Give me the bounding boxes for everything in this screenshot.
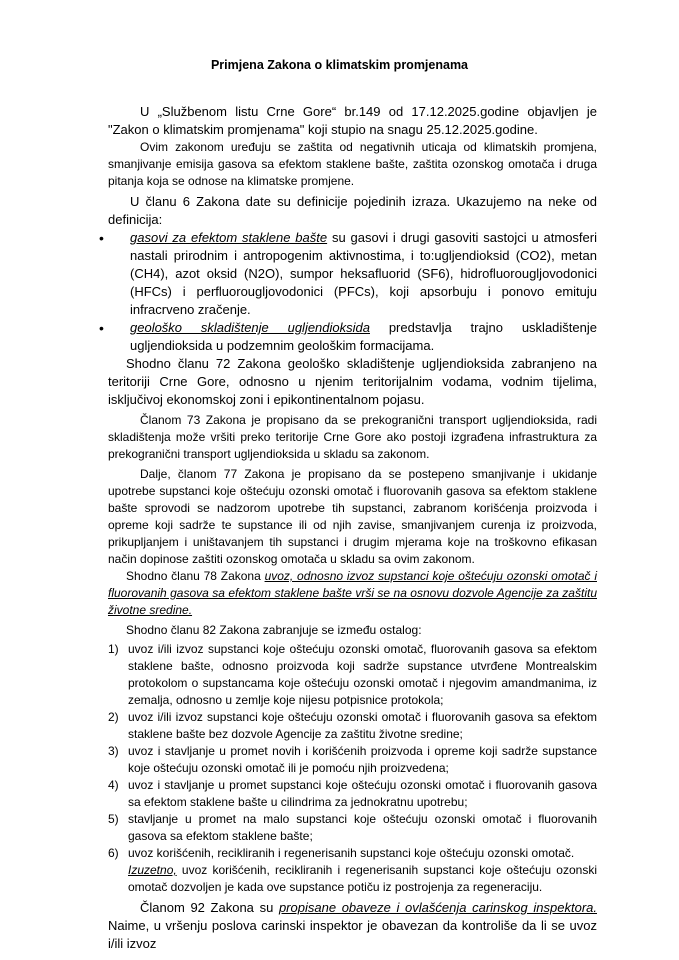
paragraph-article-92 [108,899,597,953]
item-text: stavljanje u promet na malo supstanci koje oštećuju ozonski omotač i fluorovanih gasova sa efektom staklene bašte; [128,812,597,843]
article-78-lead: Shodno članu 78 Zakona [126,569,265,583]
exception-note [108,862,597,896]
item-number: 5) [108,812,119,826]
item-text: uvoz i stavljanje u promet novih i korišćenih proizvoda i opreme koji sadrže supstance koje oštećuju ozonski omotač ili je pomoću njih proizvedena; [128,744,597,775]
definition-term: gasovi za efektom staklene bašte [130,230,328,245]
paragraph-article-78 [108,568,597,619]
prohibition-item [108,811,597,845]
exception-term: Izuzetno, [128,863,177,877]
document-title: Primjena Zakona o klimatskim promjenama [210,58,469,72]
prohibition-item [108,845,597,862]
item-text: uvoz korišćenih, recikliranih i regenerisanih supstanci koje oštećuju ozonski omotač. [128,846,575,860]
item-number: 3) [108,744,119,758]
definition-text: su gasovi i drugi gasoviti sastojci u atmosferi nastali prirodnim i antropogenim aktivnostima, i to:ugljendioksid (CO2), metan (CH4), azot oksid (N2O), sumpor heksafluorid (SF6), hidrofluorougljovodonici (HFCs) i perfluorougljovodonici (PFCs), koji apsorbuju i ponovo emituju infracrveno zračenje. [130,230,597,317]
paragraph-article-73: Članom 73 Zakona je propisano da se prekogranični transport ugljendioksida, radi skladištenja može vršiti preko teritorije Crne Gore ako postoji izgrađena infrastruktura za prekogranični transport ugljendioksida u skladu sa zakonom. [108,413,597,461]
article-92-emphasis: propisane obaveze i ovlašćenja carinskog inspektora. [278,900,597,915]
item-text: uvoz i/ili izvoz supstanci koje oštećuju ozonski omotač i fluorovanih gasova sa efektom staklene bašte bez dozvole Agencije za zaštitu životne sredine; [128,710,597,741]
bullet-marker: • [99,230,104,246]
paragraph-scope: Ovim zakonom uređuju se zaštita od negativnih uticaja od klimatskih promjena, smanjivanje emisija gasova sa efektom staklene bašte, zaštita ozonskog omotača i druga pitanja koja se odnose na klimatske promjene. [108,140,597,188]
item-number: 4) [108,778,119,792]
paragraph-definitions-intro: U članu 6 Zakona date su definicije pojedinih izraza. Ukazujemo na neke od definicija: [108,194,597,227]
item-text: uvoz i stavljanje u promet supstanci koje oštećuju ozonski omotač i fluorovanih gasova sa efektom staklene bašte u cilindrima za jednokratnu upotrebu; [128,778,597,809]
bullet-marker: • [99,320,104,336]
exception-text: uvoz korišćenih, recikliranih i regenerisanih supstanci koje oštećuju ozonski omotač dozvoljen je kada ove supstance potiču iz postrojenja za regeneraciju. [128,863,597,894]
paragraph-article-72: Shodno članu 72 Zakona geološko skladištenje ugljendioksida zabranjeno na teritoriji Crne Gore, odnosno u njenim teritorijalnim vodama, vodnim tijelima, isključivoj ekonomskoj zoni i epikontinentalnom pojasu. [108,356,597,407]
prohibition-item [108,777,597,811]
definitions-list [99,229,597,355]
prohibition-item [108,641,597,709]
paragraph-article-82: Shodno članu 82 Zakona zabranjuje se između ostalog: [126,623,422,637]
definition-text: predstavlja trajno uskladištenje ugljendioksida u podzemnim geološkim formacijama. [130,320,597,353]
document-body [99,103,597,953]
item-number: 1) [108,642,119,656]
definition-item [99,229,597,319]
prohibition-item [108,709,597,743]
definition-item [99,319,597,355]
prohibition-item [108,743,597,777]
article-92-lead: Članom 92 Zakona su [140,900,279,915]
definition-term: geološko skladištenje ugljendioksida [130,320,370,335]
prohibitions-list [108,641,597,862]
item-number: 6) [108,846,119,860]
paragraph-publication: U „Službenom listu Crne Gore“ br.149 od 17.12.2025.godine objavljen je "Zakon o klimatskim promjenama" koji stupio na snagu 25.12.2025.godine. [108,104,597,137]
paragraph-article-77: Dalje, članom 77 Zakona je propisano da se postepeno smanjivanje i ukidanje upotrebe supstanci koje oštećuju ozonski omotač i fluorovanih gasova sa efektom staklene bašte sprovodi se nadzorom upotrebe tih supstanci, zabranom korišćenja proizvoda i opreme koji sadrže te supstance ili od njih zavise, smanjivanjem curenja iz proizvoda, prikupljanjem i uništavanjem tih supstanci i drugim mjerama koje na troškovno efikasan način dopinose zaštiti ozonskog omotača u skladu sa ovim zakonom. [108,467,597,566]
item-number: 2) [108,710,119,724]
article-78-emphasis: uvoz, odnosno izvoz supstanci koje oštećuju ozonski omotač i fluorovanih gasova sa efektom staklene bašte vrši se na osnovu dozvole Agencije za zaštitu životne sredine. [108,569,597,617]
item-text: uvoz i/ili izvoz supstanci koje oštećuju ozonski omotač, fluorovanih gasova sa efektom staklene bašte, odnosno proizvoda koji sadrže supstance utvrđene Montrealskim protokolom o supstancama koje oštećuju ozonski omotač i njegovim amandmanima, iz zemalja, odnosno u zemlje koje nijesu potpisnice protokola; [128,642,597,707]
article-92-rest: Naime, u vršenju poslova carinski inspektor je obavezan da kontroliše da li se uvoz i/ili izvoz [108,918,597,951]
